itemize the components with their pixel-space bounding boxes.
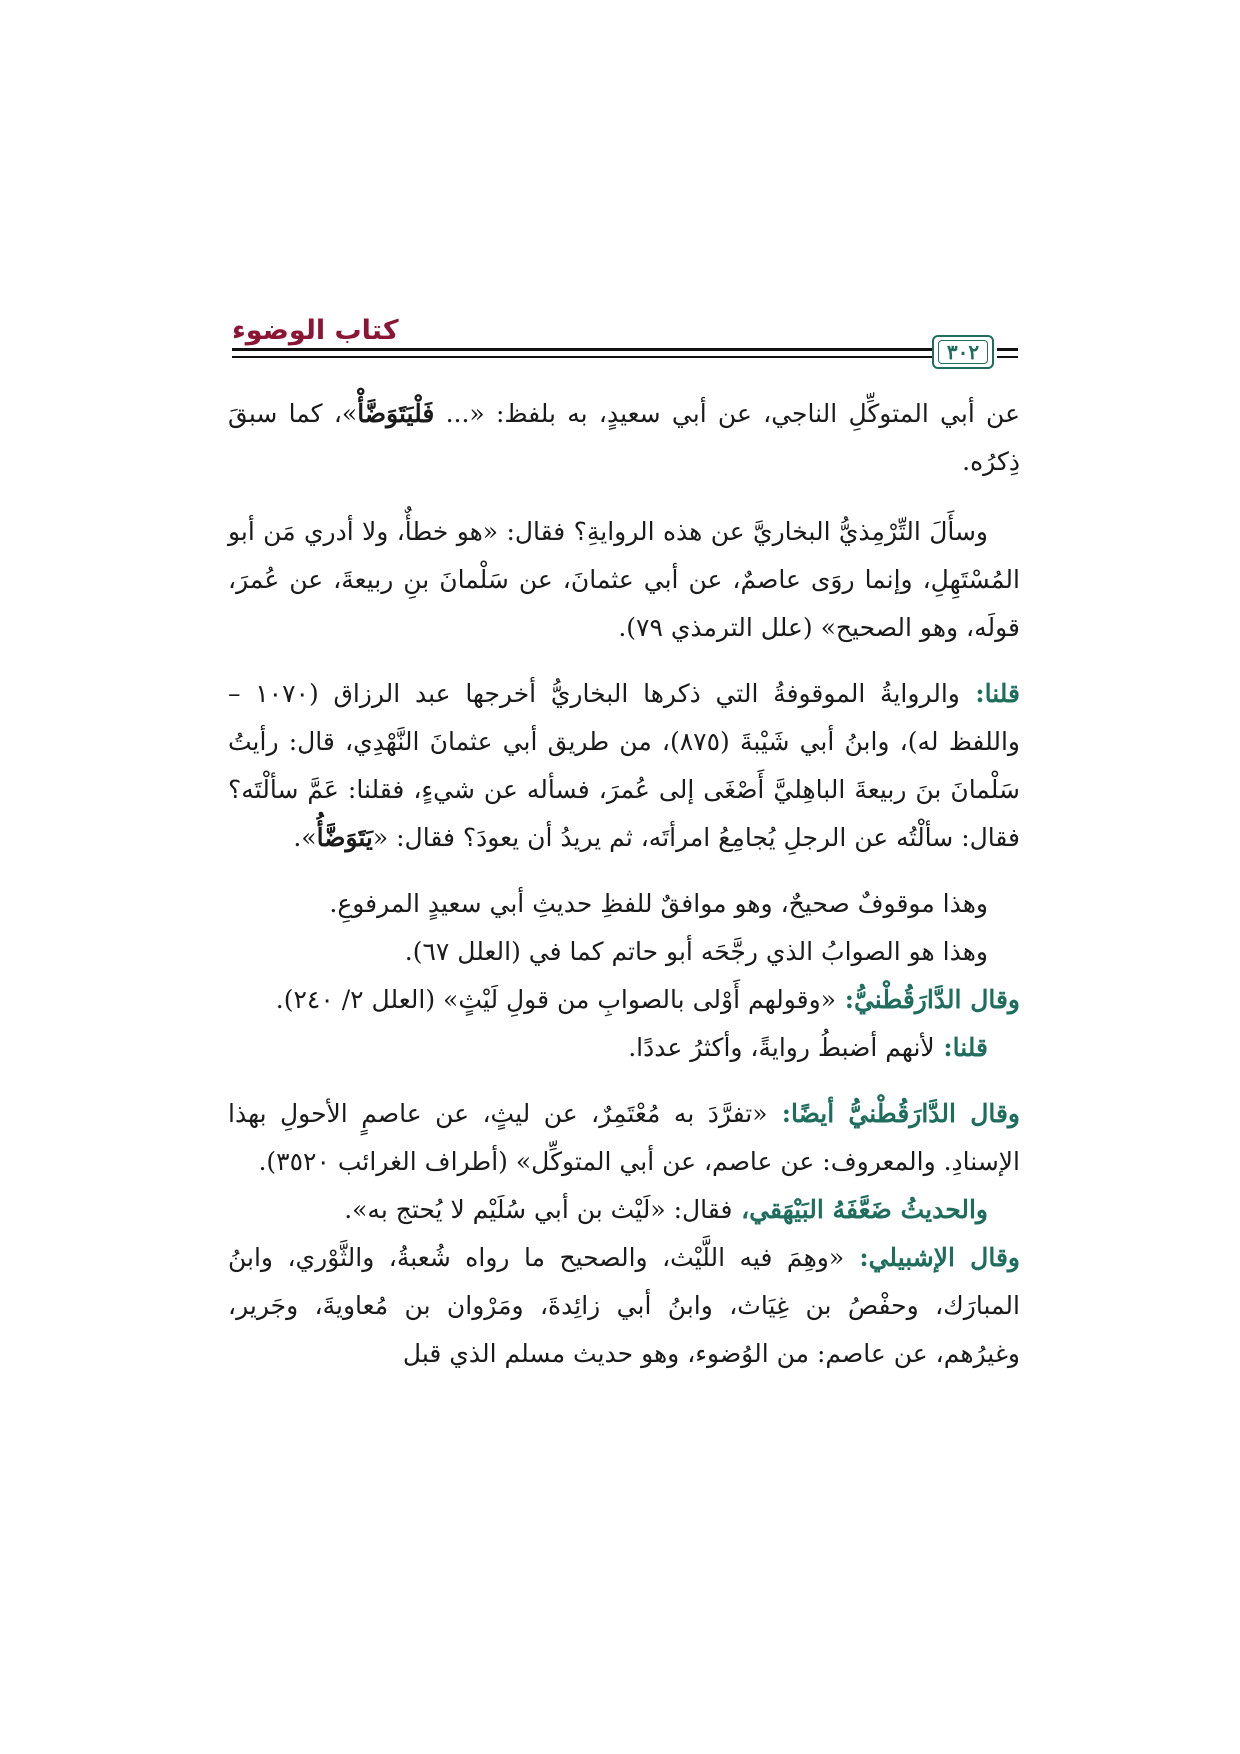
page-content bbox=[228, 390, 1020, 1378]
paragraph: قلنا: والروايةُ الموقوفةُ التي ذكرها البخاريُّ أخرجها عبد الرزاق (١٠٧٠ – واللفظ له)، وابنُ أبي شَيْبةَ (٨٧٥)، من طريق أبي عثمانَ النَّهْدِي، قال: رأيتُ سَلْمانَ بنَ ربيعةَ الباهِليَّ أَصْغَى إلى عُمرَ، فسأله عن شيءٍ، فقلنا: عَمَّ سألْتَه؟ فقال: سألْتُه عن الرجلِ يُجامِعُ امرأتَه، ثم يريدُ أن يعودَ؟ فقال: «يَتَوَضَّأُ». bbox=[228, 679, 1020, 852]
paragraph: وسأَلَ التِّرْمِذيُّ البخاريَّ عن هذه الروايةِ؟ فقال: «هو خطأٌ، ولا أدري مَن أبو المُسْتَهِلِ، وإنما روَى عاصمٌ، عن أبي عثمانَ، عن سَلْمانَ بنِ ربيعةَ، عن عُمرَ، قولَه، وهو الصحيح» (علل الترمذي ٧٩). bbox=[228, 517, 1020, 642]
chapter-title: كتاب الوضوء bbox=[232, 315, 399, 346]
paragraph: وهذا هو الصوابُ الذي رجَّحَه أبو حاتم كما في (العلل ٦٧). bbox=[404, 937, 988, 966]
header-rule bbox=[232, 348, 932, 351]
header-rule bbox=[997, 348, 1018, 351]
page-number-frame bbox=[932, 335, 994, 369]
header-rule bbox=[997, 356, 1018, 358]
paragraph: وهذا موقوفٌ صحيحٌ، وهو موافقٌ للفظِ حديثِ أبي سعيدٍ المرفوعِ. bbox=[329, 889, 988, 918]
paragraph: قلنا: لأنهم أضبطُ روايةً، وأكثرُ عددًا. bbox=[628, 1033, 988, 1062]
page-number: ٣٠٢ bbox=[938, 340, 988, 364]
header-rule bbox=[232, 356, 932, 358]
paragraph: عن أبي المتوكِّلِ الناجي، عن أبي سعيدٍ، به بلفظ: «... فَلْيَتَوَضَّأْ»، كما سبقَ ذِكرُه. bbox=[228, 399, 1021, 476]
paragraph: وقال الدَّارَقُطْنيُّ: «وقولهم أَوْلى بالصوابِ من قولِ لَيْثٍ» (العلل ٢/ ٢٤٠). bbox=[275, 985, 1020, 1014]
paragraph: وقال الدَّارَقُطْنيُّ أيضًا: «تفرَّدَ به مُعْتَمِرٌ، عن ليثٍ، عن عاصمٍ الأحولِ بهذا الإسنادِ. والمعروف: عن عاصم، عن أبي المتوكِّل» (أطراف الغرائب ٣٥٢٠). bbox=[228, 1099, 1020, 1176]
page-header bbox=[232, 315, 1018, 390]
paragraph: وقال الإشبيلي: «وهِمَ فيه اللَّيْث، والصحيح ما رواه شُعبةُ، والثَّوْري، وابنُ المبارَك، وحفْصُ بن غِيَاث، وابنُ أبي زائِدةَ، ومَرْوان بن مُعاويةَ، وجَرير، وغيرُهم، عن عاصم: من الوُضوء، وهو حديث مسلم الذي قبل bbox=[228, 1243, 1020, 1368]
paragraph: والحديثُ ضَعَّفَهُ البَيْهَقي، فقال: «لَيْث بن أبي سُلَيْم لا يُحتج به». bbox=[344, 1195, 988, 1224]
